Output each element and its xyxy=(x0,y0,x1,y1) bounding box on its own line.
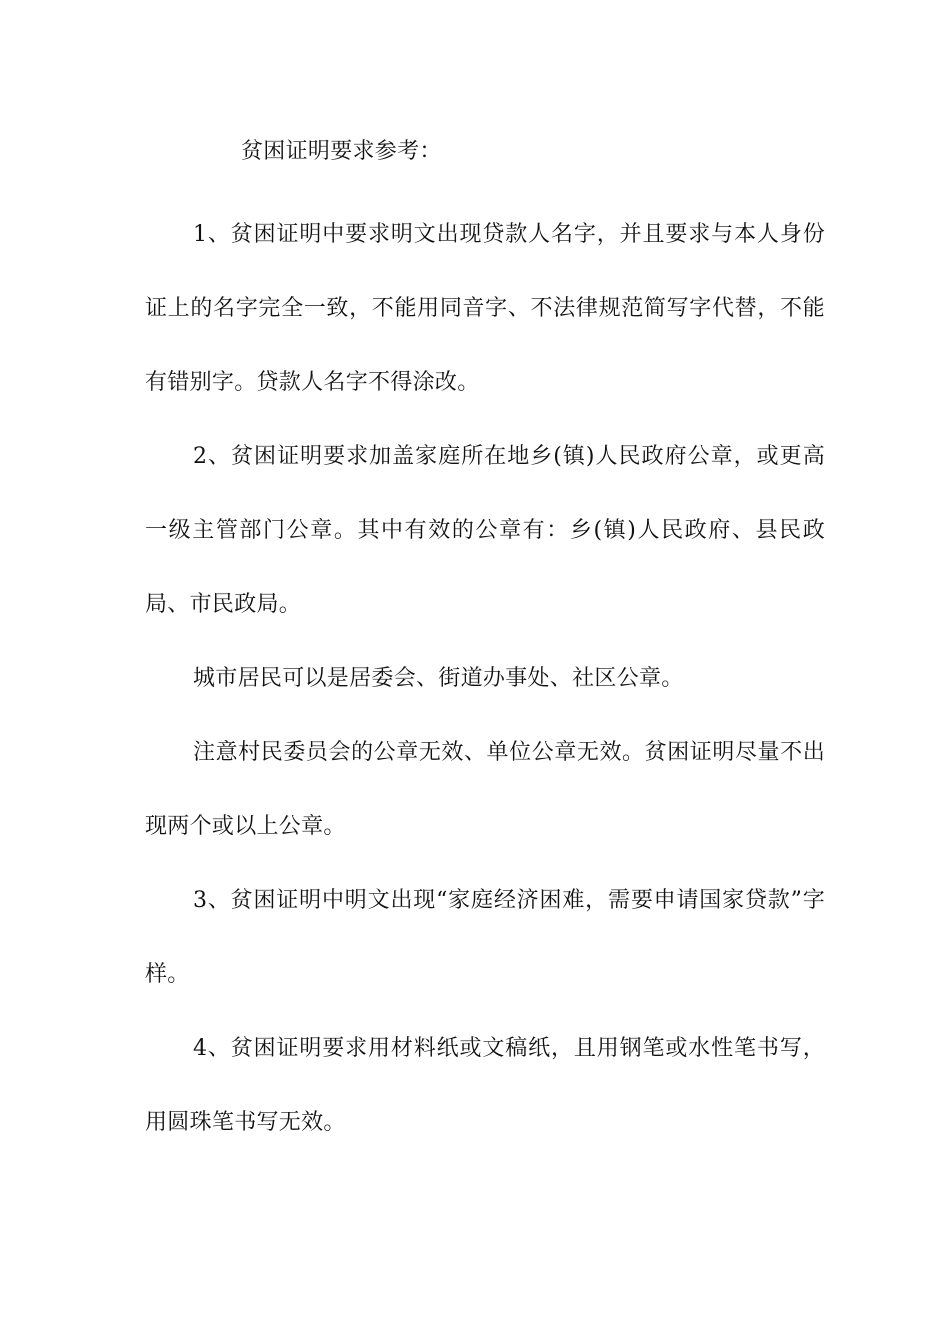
paragraph-urban-residents: 城市居民可以是居委会、街道办事处、社区公章。 xyxy=(193,666,684,691)
paragraph-2-seal-requirement: 2、贫困证明要求加盖家庭所在地乡(镇)人民政府公章，或更高一级主管部门公章。其中有效的公章有：乡(镇)人民政府、县民政局、市民政局。 xyxy=(145,444,825,617)
document-body xyxy=(145,124,825,1160)
paragraph-3-wording-requirement: 3、贫困证明中明文出现“家庭经济困难，需要申请国家贷款”字样。 xyxy=(145,888,825,987)
title-spacer xyxy=(145,180,825,198)
paragraph-invalid-seals: 注意村民委员会的公章无效、单位公章无效。贫困证明尽量不出现两个或以上公章。 xyxy=(145,740,825,839)
document-title: 贫困证明要求参考： xyxy=(241,139,442,164)
paragraph-1-name-requirement: 1、贫困证明中要求明文出现贷款人名字，并且要求与本人身份证上的名字完全一致，不能用同音字、不法律规范简写字代替，不能有错别字。贷款人名字不得涂改。 xyxy=(145,222,825,395)
paragraph-4-paper-pen-requirement: 4、贫困证明要求用材料纸或文稿纸，且用钢笔或水性笔书写，用圆珠笔书写无效。 xyxy=(145,1036,825,1135)
